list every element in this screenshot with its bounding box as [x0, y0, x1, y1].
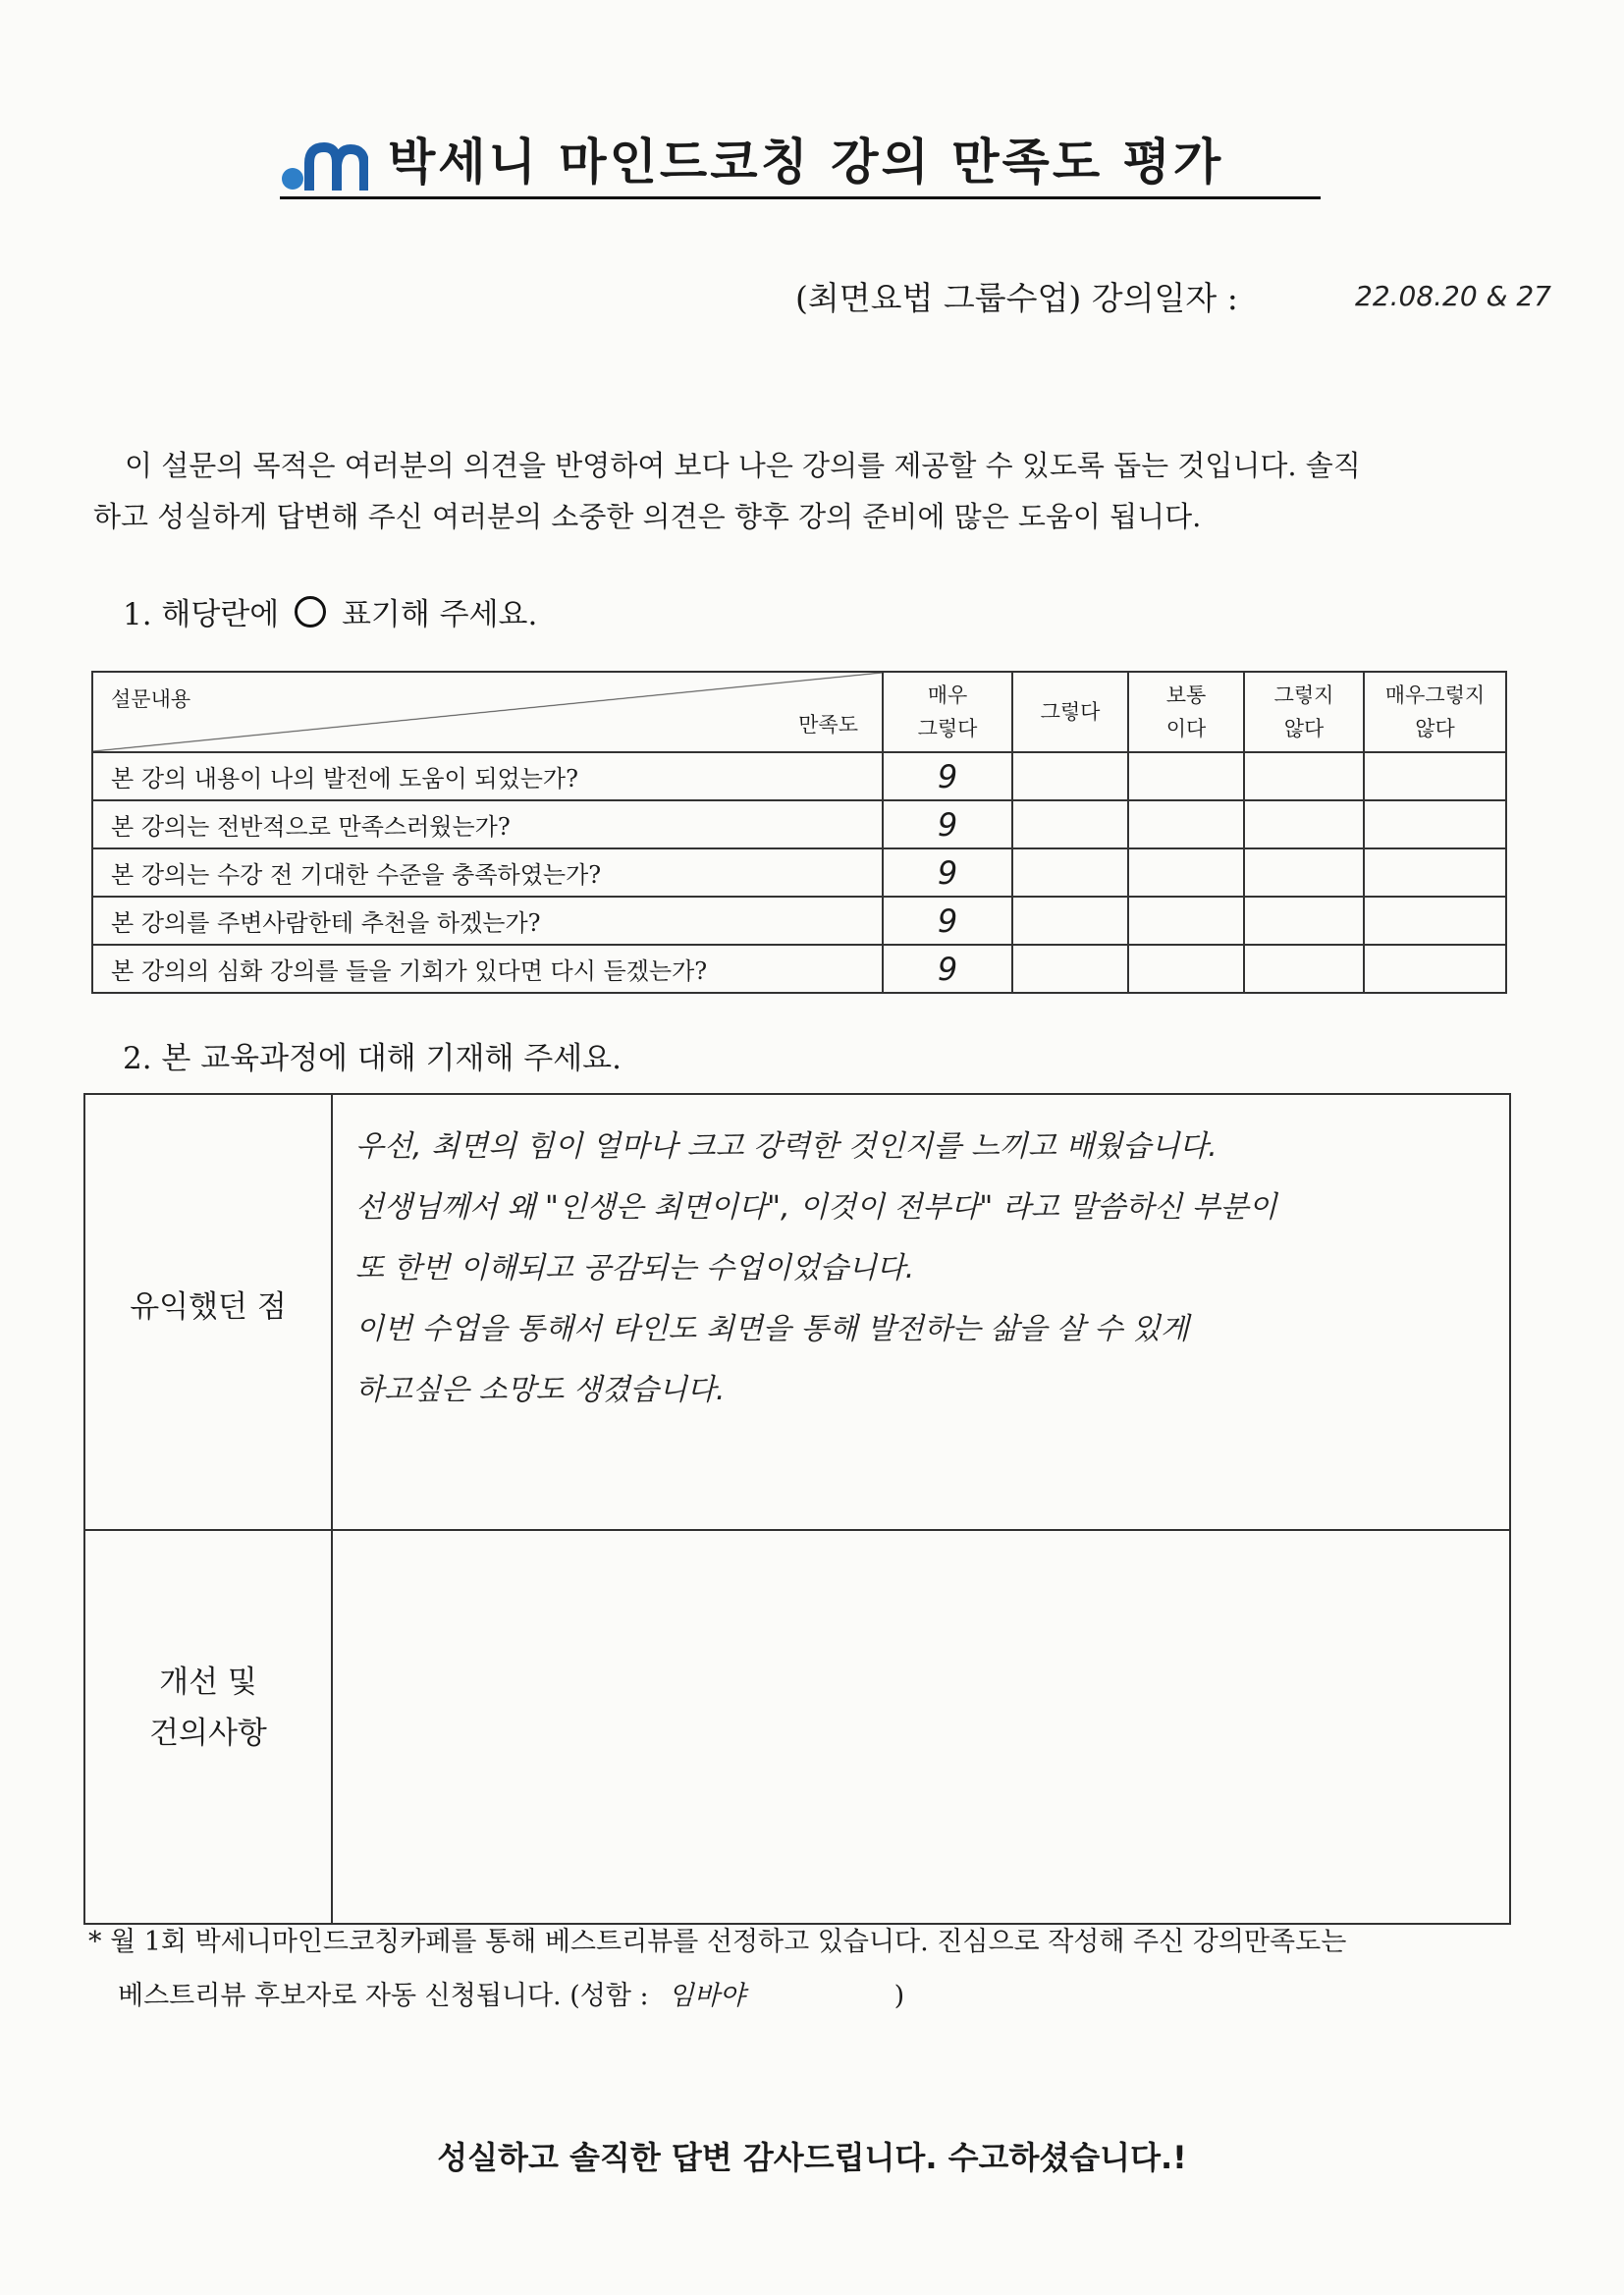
- column-header-line: 않다: [1415, 717, 1455, 740]
- row-divider: [85, 1529, 1509, 1531]
- table-row: [92, 897, 1506, 945]
- section-2-heading: 2. 본 교육과정에 대해 기재해 주세요.: [123, 1041, 622, 1076]
- intro-line-1: 이 설문의 목적은 여러분의 의견을 반영하여 보다 나은 강의를 제공할 수 있도록 돕는 것입니다. 솔직: [125, 449, 1361, 482]
- handwritten-line: 하고싶은 소망도 생겼습니다.: [355, 1373, 726, 1407]
- corner-label-question: 설문내용: [111, 687, 191, 711]
- rating-cell[interactable]: [1012, 800, 1128, 848]
- column-header-line: 그렇지: [1273, 683, 1334, 707]
- question-cell: 본 강의는 수강 전 기대한 수준을 충족하였는가?: [92, 848, 883, 897]
- footnote: [88, 1915, 1522, 2023]
- rating-table: [91, 671, 1507, 994]
- rating-cell[interactable]: [1128, 945, 1244, 993]
- rating-cell[interactable]: [1364, 945, 1506, 993]
- lecture-date-value: 22.08.20 & 27: [1355, 280, 1551, 312]
- footnote-close-paren: ): [893, 1981, 905, 2011]
- corner-label-satisfaction: 만족도: [798, 713, 858, 737]
- rating-cell[interactable]: [1244, 752, 1364, 800]
- table-row: [92, 945, 1506, 993]
- column-header: [1244, 672, 1364, 752]
- lecture-name: (최면요법 그룹수업): [795, 279, 1082, 317]
- rating-cell[interactable]: [1244, 897, 1364, 945]
- column-header-line: 않다: [1283, 717, 1325, 740]
- rating-cell[interactable]: [1364, 897, 1506, 945]
- improvement-label-line-1: 개선 및: [159, 1665, 257, 1700]
- closing-message: 성실하고 솔직한 답변 감사드립니다. 수고하셨습니다.!: [437, 2139, 1187, 2176]
- footnote-line-2: [88, 1969, 1522, 2023]
- rating-cell[interactable]: [1012, 945, 1128, 993]
- rating-cell[interactable]: [1244, 848, 1364, 897]
- rating-header-row: [92, 672, 1506, 752]
- brand-logo-icon: [280, 136, 368, 194]
- useful-points-field[interactable]: [355, 1117, 1494, 1421]
- column-header: [883, 672, 1012, 752]
- footnote-line-1: * 월 1회 박세니마인드코칭카페를 통해 베스트리뷰를 선정하고 있습니다. 진심으로 작성해 주신 강의만족도는: [88, 1927, 1347, 1957]
- table-row: [92, 800, 1506, 848]
- comment-box: [83, 1093, 1511, 1925]
- rating-cell[interactable]: [1012, 752, 1128, 800]
- rating-cell[interactable]: [1364, 752, 1506, 800]
- rating-cell[interactable]: [1364, 848, 1506, 897]
- column-header-line: 매우: [927, 683, 968, 707]
- handwritten-line: 이번 수업을 통해서 타인도 최면을 통해 발전하는 삶을 살 수 있게: [355, 1312, 1189, 1346]
- column-header: [1364, 672, 1506, 752]
- rating-cell[interactable]: [1012, 897, 1128, 945]
- intro-line-2: 하고 성실하게 답변해 주신 여러분의 소중한 의견은 향후 강의 준비에 많은 도움이 됩니다.: [93, 500, 1202, 533]
- useful-points-label: 유익했던 점: [130, 1289, 287, 1325]
- section-1-heading: [123, 589, 537, 633]
- title-block: [280, 128, 1321, 206]
- question-cell: 본 강의 내용이 나의 발전에 도움이 되었는가?: [92, 752, 883, 800]
- intro-paragraph: [93, 440, 1517, 542]
- rating-cell[interactable]: 9: [883, 752, 1012, 800]
- column-divider: [331, 1095, 333, 1923]
- question-cell: 본 강의를 주변사람한테 추천을 하겠는가?: [92, 897, 883, 945]
- question-cell: 본 강의의 심화 강의를 들을 기회가 있다면 다시 듣겠는가?: [92, 945, 883, 993]
- improvement-label: [85, 1657, 331, 1759]
- rating-cell[interactable]: 9: [883, 945, 1012, 993]
- section-1-heading-pre: 1. 해당란에: [123, 597, 280, 632]
- rating-cell[interactable]: [1128, 897, 1244, 945]
- column-header-line: 보통: [1165, 683, 1207, 707]
- rating-cell[interactable]: [1244, 945, 1364, 993]
- circle-icon: [295, 596, 326, 628]
- handwritten-line: 또 한번 이해되고 공감되는 수업이었습니다.: [355, 1251, 915, 1285]
- improvement-label-line-2: 건의사항: [149, 1716, 267, 1751]
- column-header: [1012, 672, 1128, 752]
- rating-cell[interactable]: 9: [883, 848, 1012, 897]
- rating-cell[interactable]: [1364, 800, 1506, 848]
- rating-cell[interactable]: [1128, 752, 1244, 800]
- column-header-line: 이다: [1165, 717, 1207, 740]
- rating-cell[interactable]: [1128, 848, 1244, 897]
- rating-corner-cell: [92, 672, 883, 752]
- section-1-heading-post: 표기해 주세요.: [341, 597, 538, 632]
- lecture-info: [795, 273, 1238, 319]
- column-header-line: 그렇다: [917, 717, 978, 740]
- handwritten-line: 선생님께서 왜 "인생은 최면이다", 이것이 전부다" 라고 말씀하신 부분이: [355, 1190, 1277, 1225]
- rating-cell[interactable]: 9: [883, 897, 1012, 945]
- table-row: [92, 848, 1506, 897]
- question-cell: 본 강의는 전반적으로 만족스러웠는가?: [92, 800, 883, 848]
- page-title: 박세니 마인드코칭 강의 만족도 평가: [388, 134, 1224, 191]
- column-header: [1128, 672, 1244, 752]
- column-header-line: 그렇다: [1040, 700, 1101, 724]
- footnote-line-2-text: 베스트리뷰 후보자로 자동 신청됩니다. (성함 :: [118, 1981, 649, 2011]
- rating-cell[interactable]: 9: [883, 800, 1012, 848]
- column-header-line: 매우그렇지: [1384, 683, 1486, 707]
- date-label: 강의일자 :: [1091, 279, 1238, 317]
- rating-cell[interactable]: [1128, 800, 1244, 848]
- rating-cell[interactable]: [1244, 800, 1364, 848]
- handwritten-line: 우선, 최면의 힘이 얼마나 크고 강력한 것인지를 느끼고 배웠습니다.: [355, 1129, 1218, 1164]
- title-underline: [280, 196, 1321, 199]
- rating-cell[interactable]: [1012, 848, 1128, 897]
- table-row: [92, 752, 1506, 800]
- name-field[interactable]: 임바야: [668, 1981, 745, 2011]
